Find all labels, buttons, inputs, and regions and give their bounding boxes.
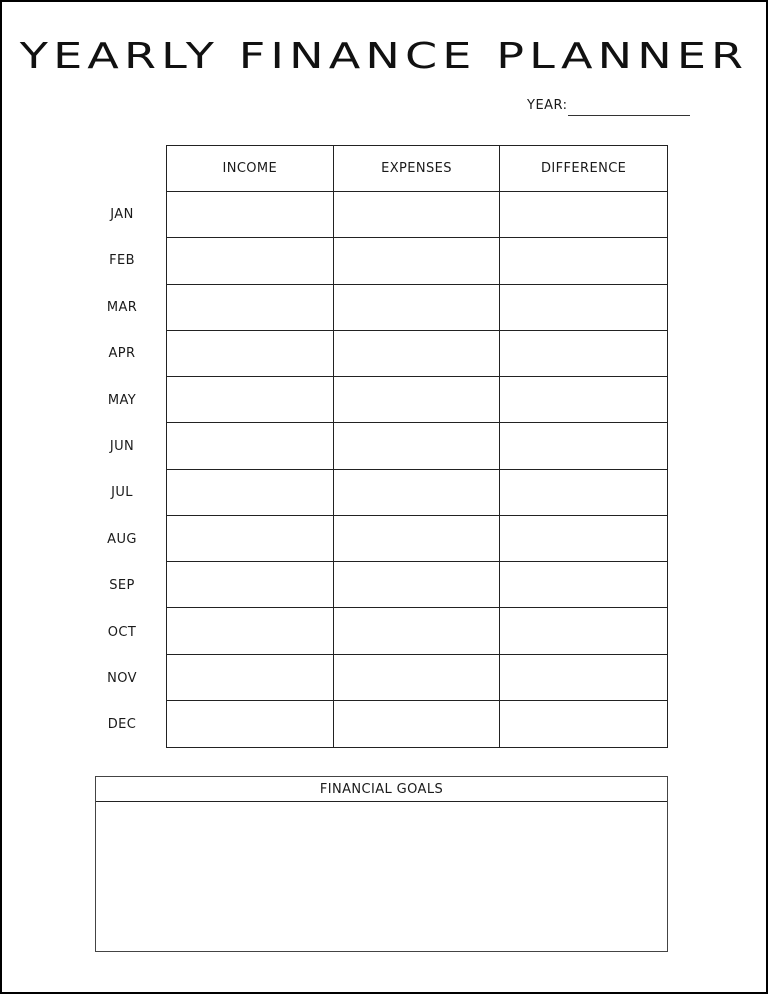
month-label-jun: JUN — [109, 438, 135, 454]
difference-cell-jun[interactable] — [500, 423, 667, 469]
expenses-cell-dec[interactable] — [334, 701, 501, 747]
expenses-cell-oct[interactable] — [334, 608, 501, 654]
difference-cell-may[interactable] — [500, 377, 667, 423]
month-label-spacer — [86, 145, 158, 191]
income-cell-apr[interactable] — [167, 331, 334, 377]
difference-cell-feb[interactable] — [500, 238, 667, 284]
year-input-line[interactable] — [568, 100, 690, 116]
column-header-difference: DIFFERENCE — [500, 146, 667, 192]
month-label-nov: NOV — [107, 670, 137, 686]
month-label-oct: OCT — [107, 624, 137, 640]
expenses-cell-jan[interactable] — [334, 192, 501, 238]
income-cell-jun[interactable] — [167, 423, 334, 469]
expenses-cell-jun[interactable] — [334, 423, 501, 469]
expenses-cell-aug[interactable] — [334, 516, 501, 562]
month-label-aug: AUG — [107, 531, 137, 547]
month-label-apr: APR — [108, 346, 136, 362]
difference-cell-aug[interactable] — [500, 516, 667, 562]
month-label-mar: MAR — [106, 299, 138, 315]
income-cell-sep[interactable] — [167, 562, 334, 608]
page-title: YEARLY FINANCE PLANNER — [19, 36, 749, 77]
difference-cell-jul[interactable] — [500, 470, 667, 516]
financial-goals-input[interactable] — [96, 802, 667, 952]
column-header-expenses: EXPENSES — [334, 146, 501, 192]
month-label-may: MAY — [107, 392, 137, 408]
income-cell-dec[interactable] — [167, 701, 334, 747]
year-field-row — [527, 94, 690, 116]
expenses-cell-jul[interactable] — [334, 470, 501, 516]
expenses-cell-sep[interactable] — [334, 562, 501, 608]
income-cell-oct[interactable] — [167, 608, 334, 654]
expenses-cell-nov[interactable] — [334, 655, 501, 701]
difference-cell-apr[interactable] — [500, 331, 667, 377]
financial-goals-box — [95, 776, 668, 952]
income-cell-may[interactable] — [167, 377, 334, 423]
difference-cell-mar[interactable] — [500, 285, 667, 331]
expenses-cell-feb[interactable] — [334, 238, 501, 284]
difference-cell-sep[interactable] — [500, 562, 667, 608]
month-label-jan: JAN — [110, 207, 134, 223]
month-label-feb: FEB — [109, 253, 135, 269]
difference-cell-oct[interactable] — [500, 608, 667, 654]
income-cell-feb[interactable] — [167, 238, 334, 284]
month-label-dec: DEC — [107, 717, 137, 733]
financial-goals-header: FINANCIAL GOALS — [96, 777, 667, 802]
column-header-income: INCOME — [167, 146, 334, 192]
month-label-jul: JUL — [111, 485, 133, 501]
difference-cell-dec[interactable] — [500, 701, 667, 747]
income-cell-nov[interactable] — [167, 655, 334, 701]
difference-cell-nov[interactable] — [500, 655, 667, 701]
month-label-sep: SEP — [109, 578, 135, 594]
expenses-cell-apr[interactable] — [334, 331, 501, 377]
income-cell-jul[interactable] — [167, 470, 334, 516]
difference-cell-jan[interactable] — [500, 192, 667, 238]
month-labels-column — [86, 145, 158, 748]
expenses-cell-mar[interactable] — [334, 285, 501, 331]
income-cell-mar[interactable] — [167, 285, 334, 331]
expenses-cell-may[interactable] — [334, 377, 501, 423]
planner-table — [166, 145, 668, 748]
year-label: YEAR: — [527, 98, 568, 113]
income-cell-aug[interactable] — [167, 516, 334, 562]
income-cell-jan[interactable] — [167, 192, 334, 238]
